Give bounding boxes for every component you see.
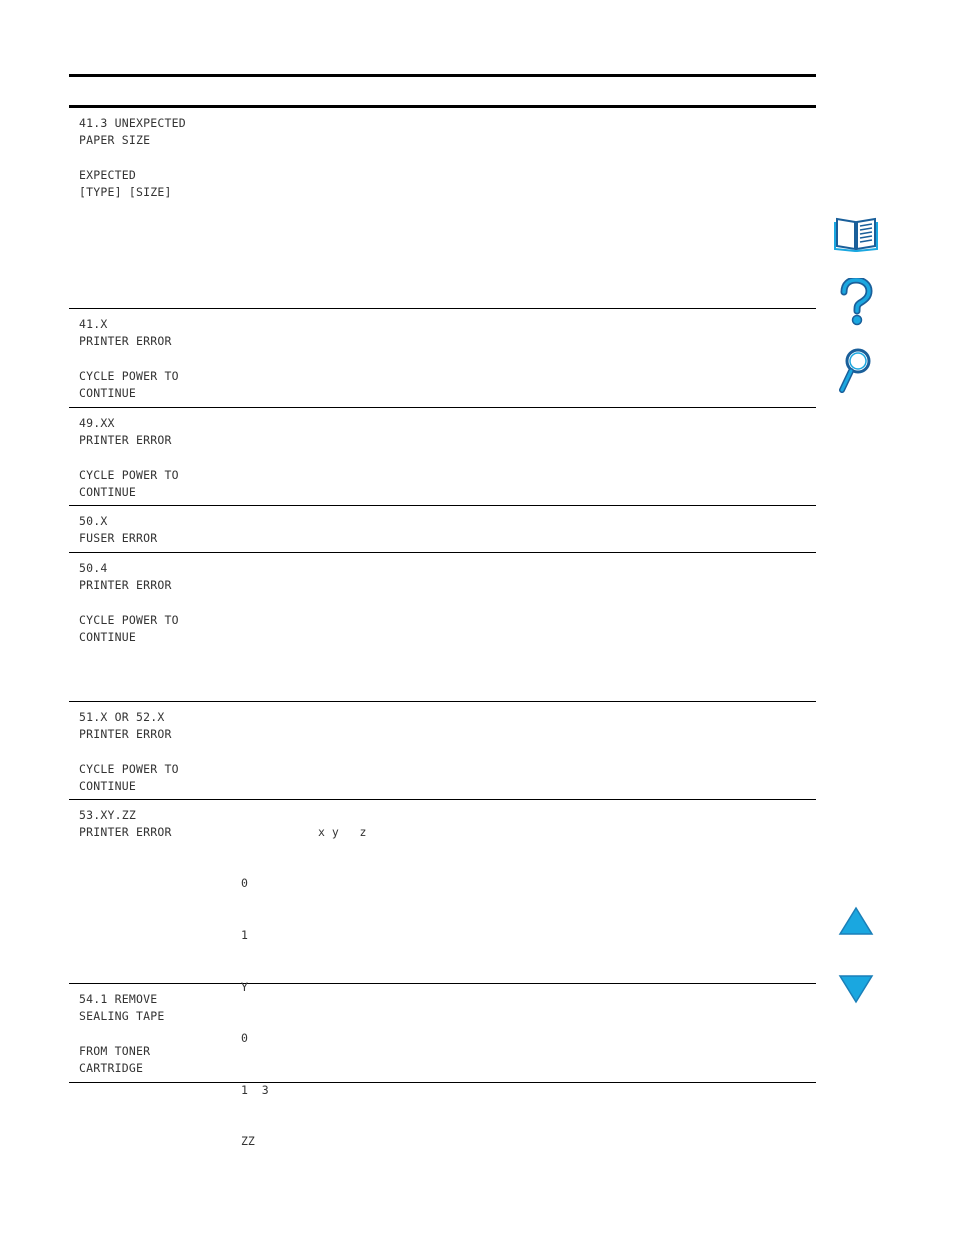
message-line: PAPER SIZE [79,133,151,148]
message-line [79,594,179,611]
message-text [79,560,179,646]
message-line: PRINTER ERROR [79,433,172,448]
up-triangle-icon[interactable] [838,906,874,936]
message-line: PRINTER ERROR [79,578,172,593]
message-line: CYCLE POWER TO [79,761,179,776]
message-line: CONTINUE [79,385,136,400]
message-line [79,449,179,466]
table-row [69,984,816,1083]
question-mark-icon[interactable] [838,278,874,326]
message-line: PRINTER ERROR [79,334,172,349]
table-row [69,408,816,506]
message-line: 49.XX [79,416,115,430]
message-line: CYCLE POWER TO [79,467,179,482]
message-text [79,415,179,501]
error-code-header: x y z [318,825,367,839]
message-line: PRINTER ERROR [79,825,172,840]
message-line: PRINTER ERROR [79,727,172,742]
message-line: 41.X [79,317,108,331]
message-text [79,991,164,1077]
down-triangle-icon[interactable] [838,974,874,1004]
message-line [79,149,186,166]
top-rule [69,74,816,77]
message-line: 51.X OR 52.X [79,710,165,724]
message-line: CONTINUE [79,778,136,793]
message-line: [TYPE] [SIZE] [79,184,172,199]
message-line: 50.X [79,514,108,528]
message-line: 53.XY.ZZ [79,808,136,822]
message-line [79,1025,164,1042]
message-line: 50.4 [79,561,108,575]
message-line: FUSER ERROR [79,531,158,546]
message-text [79,316,179,402]
message-text [79,709,179,795]
table-row [69,553,816,702]
message-line: FROM TONER [79,1043,151,1058]
message-line: CYCLE POWER TO [79,612,179,627]
message-line [79,350,179,367]
message-line: SEALING TAPE [79,1009,165,1024]
table-row [69,108,816,309]
table-row [69,309,816,408]
book-icon[interactable] [834,214,878,252]
message-line: CONTINUE [79,484,136,499]
message-line: EXPECTED [79,167,136,182]
message-text [79,807,172,841]
message-line [79,743,179,760]
message-line: 54.1 REMOVE [79,992,158,1006]
table-row [69,506,816,553]
message-line: CONTINUE [79,629,136,644]
message-text [79,115,186,201]
message-line: 41.3 UNEXPECTED [79,116,186,130]
magnifier-icon[interactable] [838,346,874,394]
table-row [69,702,816,800]
error-code-list: 0 1 Y 0 1 3 ZZ [241,876,269,1149]
message-line: CARTRIDGE [79,1060,144,1075]
message-text [79,513,157,547]
message-line: CYCLE POWER TO [79,368,179,383]
